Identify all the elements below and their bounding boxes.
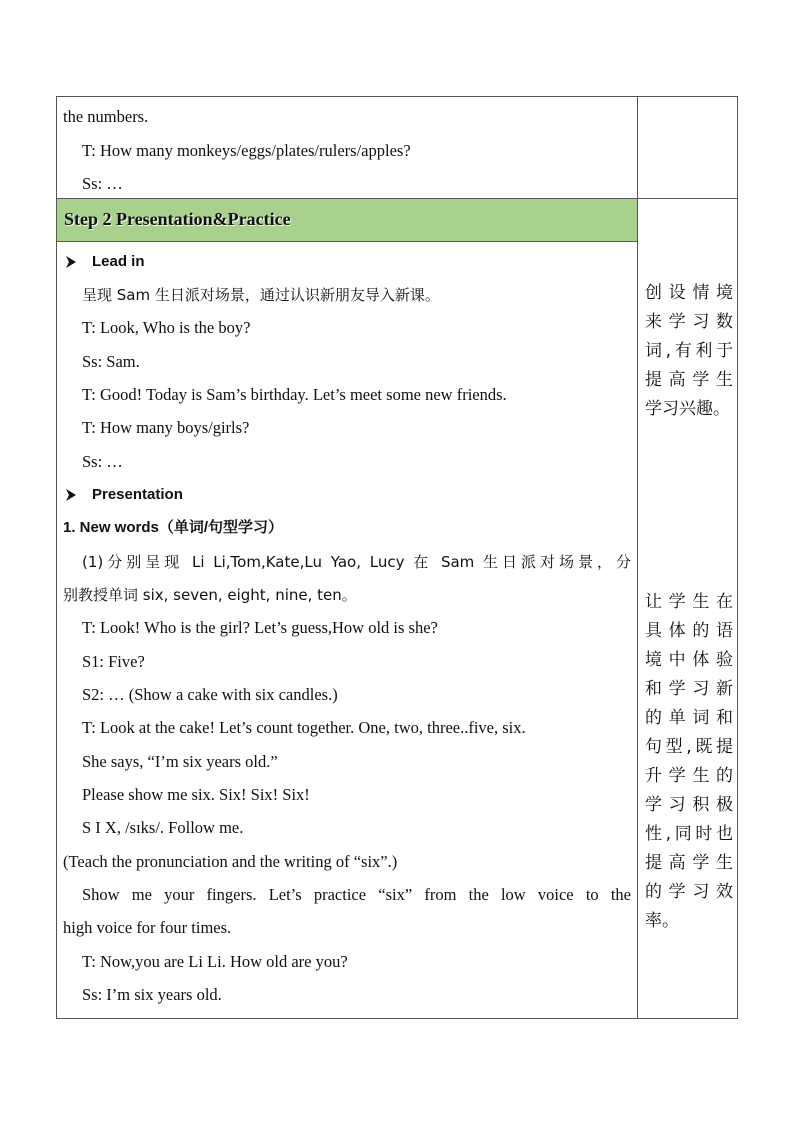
text-line: Show me your fingers. Let’s practice “six” from the low voice to the [82,885,631,904]
text-line: Ss: … [82,174,123,193]
text-line: Ss: Sam. [82,352,140,371]
text-line: 别教授单词 six, seven, eight, nine, ten。 [63,586,357,604]
note-line: 提高学生 [645,370,733,390]
text-line: T: How many monkeys/eggs/plates/rulers/apples? [82,141,411,160]
note-line: 的学习效 [645,882,733,902]
text-line: S1: Five? [82,652,145,671]
step-header [57,199,637,241]
lesson-plan-table [56,96,738,1019]
text-line: (Teach the pronunciation and the writing of “six”.) [63,852,398,871]
arrow-bullet-icon [64,252,78,272]
note-line: 具体的语 [645,621,733,641]
note-line: 性,同时也 [645,824,733,844]
text-line: S2: … (Show a cake with six candles.) [82,685,338,704]
arrow-bullet-icon [64,485,78,505]
note-line: 提高学生 [645,853,733,873]
text-line: She says, “I’m six years old.” [82,752,278,771]
note-line: 句型,既提 [645,737,733,757]
text-line: Ss: … [82,452,123,471]
presentation-label: Presentation [92,486,183,503]
row-divider-right [637,198,738,199]
note-line: 的单词和 [645,708,733,728]
new-words-heading: 1. New words（单词/句型学习） [63,519,284,536]
text-line: T: Now,you are Li Li. How old are you? [82,952,348,971]
text-line: T: Look! Who is the girl? Let’s guess,How old is she? [82,618,438,637]
note-line: 词,有利于 [645,341,733,361]
note-line: 来学习数 [645,312,733,332]
text-line: (1)分别呈现 Li Li,Tom,Kate,Lu Yao, Lucy 在 Sam 生日派对场景，分 [82,553,631,571]
design-note-1 [645,279,733,424]
text-line: Ss: I’m six years old. [82,985,222,1004]
text-line: T: Good! Today is Sam’s birthday. Let’s meet some new friends. [82,385,507,404]
text-line: T: Look, Who is the boy? [82,318,251,337]
note-line: 境中体验 [645,650,733,670]
text-line: high voice for four times. [63,918,232,937]
design-note-2 [645,588,733,936]
text-line: 呈现 Sam 生日派对场景，通过认识新朋友导入新课。 [82,286,440,304]
note-line: 创设情境 [645,283,733,303]
text-line: T: How many boys/girls? [82,418,250,437]
text-line: Please show me six. Six! Six! Six! [82,785,310,804]
note-line: 学习积极 [645,795,733,815]
note-line: 学习兴趣。 [645,399,730,419]
note-line: 让学生在 [645,592,733,612]
text-line: the numbers. [63,107,149,126]
note-line: 率。 [645,911,679,931]
note-line: 升学生的 [645,766,733,786]
row-divider-header [57,241,637,242]
column-divider [637,97,638,1018]
note-line: 和学习新 [645,679,733,699]
step-title: Step 2 Presentation&Practice [64,209,291,229]
lead-in-label: Lead in [92,253,145,270]
text-line: S I X, /sɪks/. Follow me. [82,818,244,837]
text-line: T: Look at the cake! Let’s count together. One, two, three..five, six. [82,718,526,737]
